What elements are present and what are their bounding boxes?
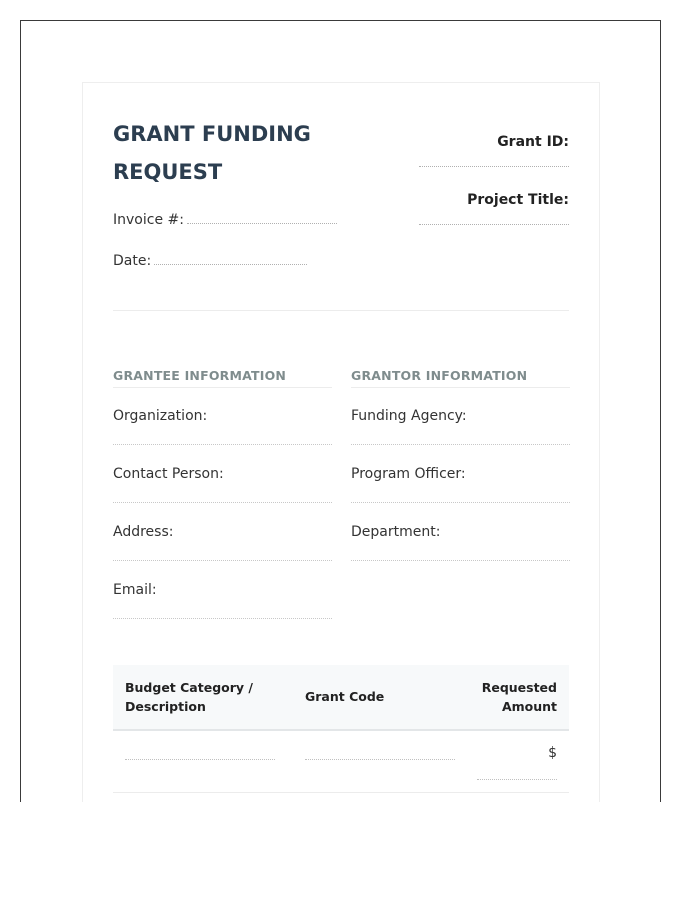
grant-id-label: Grant ID:	[497, 134, 569, 150]
grantee-heading: GRANTEE INFORMATION	[113, 368, 332, 388]
budget-category-input[interactable]	[125, 759, 275, 760]
invoice-form	[82, 82, 600, 802]
project-title-field[interactable]	[419, 224, 569, 225]
budget-table	[113, 665, 569, 793]
grantor-heading: GRANTOR INFORMATION	[351, 368, 570, 388]
grantor-program-officer-field[interactable]: Program Officer:	[351, 446, 570, 503]
grant-id-block	[419, 134, 569, 167]
document-page	[20, 20, 661, 802]
grantee-section	[113, 368, 332, 620]
date-label: Date:	[113, 253, 152, 269]
column-header-grant-code: Grant Code	[305, 689, 385, 704]
grantee-address-field[interactable]: Address:	[113, 504, 332, 561]
grantor-department-field[interactable]: Department:	[351, 504, 570, 561]
project-title-label: Project Title:	[467, 192, 569, 208]
currency-symbol: $	[548, 745, 557, 761]
requested-amount-input[interactable]	[477, 779, 557, 780]
project-title-block	[419, 192, 569, 225]
grantor-section	[351, 368, 570, 562]
table-row	[113, 731, 569, 793]
table-header	[113, 665, 569, 731]
date-field[interactable]	[154, 252, 307, 265]
column-header-requested-amount: Requested Amount	[481, 680, 557, 714]
invoice-number-row	[113, 211, 337, 228]
grant-id-field[interactable]	[419, 166, 569, 167]
column-header-category: Budget Category / Description	[125, 680, 253, 714]
date-row	[113, 252, 307, 269]
grantee-email-field[interactable]: Email:	[113, 562, 332, 619]
grant-code-input[interactable]	[305, 759, 455, 760]
grantee-organization-field[interactable]: Organization:	[113, 388, 332, 445]
invoice-number-label: Invoice #:	[113, 212, 184, 228]
grantee-contact-person-field[interactable]: Contact Person:	[113, 446, 332, 503]
header-divider	[113, 310, 569, 311]
form-title: GRANT FUNDING REQUEST	[113, 122, 311, 184]
invoice-number-field[interactable]	[187, 211, 337, 224]
grantor-funding-agency-field[interactable]: Funding Agency:	[351, 388, 570, 445]
